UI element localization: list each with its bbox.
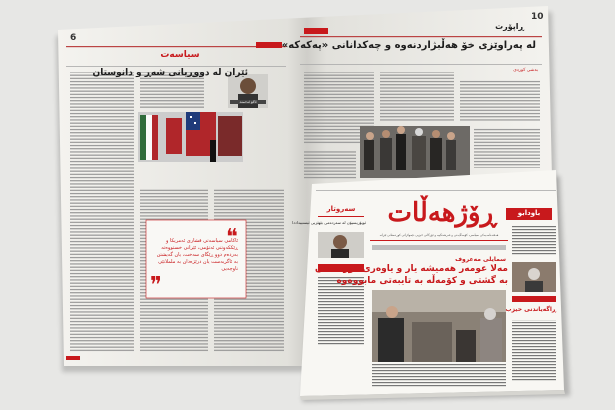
masthead: ڕۆژهەڵات <box>387 198 497 228</box>
right-headline: لە پەراوێزی خۆ هەڵبژاردنەوە و چەکدانانی «پەکەکە» <box>281 40 536 51</box>
right-section-label: ڕاپۆرت <box>495 22 524 31</box>
quote-mark-icon: ❞ <box>150 273 162 298</box>
left-page-number: 6 <box>70 33 77 43</box>
left-author-name: ئاکۆ ئەحمەد <box>230 100 266 104</box>
editorial-title: ئوپۆزیسیۆن لە سەردەمی بێهێزیی ئیستیبداددا <box>292 220 366 225</box>
quote-mark-icon: ❝ <box>226 225 238 250</box>
left-section-label: سیاسەت <box>160 50 200 60</box>
lead-headline-line-2: بە گشتی و کۆمەڵە بە تایبەتی مابووەوە <box>336 276 508 286</box>
pull-quote-text: ئاکامی سیاسەتی فشاری ئەمریکا و ڕێککەوتنی ئەتۆمی، ئێرانی خستووەتە بەردەم دوو ڕێگای سەخت، یان گەیشتن بە ئاگربەست یان درێژەدان بە ململانێی ناوچەیی <box>156 238 238 272</box>
masthead-tagline: هەفتەنامەیەکی سیاسی، کۆمەڵایەتی و فەرهەنگییە و ئۆرگانی حیزبی دێموکراتی کوردستانی ئێرانە <box>379 233 499 237</box>
logo-left <box>256 42 282 48</box>
lead-kicker: سمایلی مەعروف <box>455 256 506 263</box>
sidebar-heading: باودابو <box>517 209 541 217</box>
lead-headline-line-1: مەلا عومەر هەمیشە یار و یاوەری کوردستان <box>315 264 508 274</box>
left-headline: ئێران لە دووڕیانی شەڕ و دانوستان <box>92 68 248 78</box>
right-page-number: 10 <box>531 12 544 22</box>
logo-right <box>304 28 328 34</box>
editorial-label: سەروتار <box>326 205 356 213</box>
right-byline: بەشی کوردی <box>513 68 538 73</box>
sidebar-caption: ڕاگەیاندنی حیزب <box>505 306 556 313</box>
